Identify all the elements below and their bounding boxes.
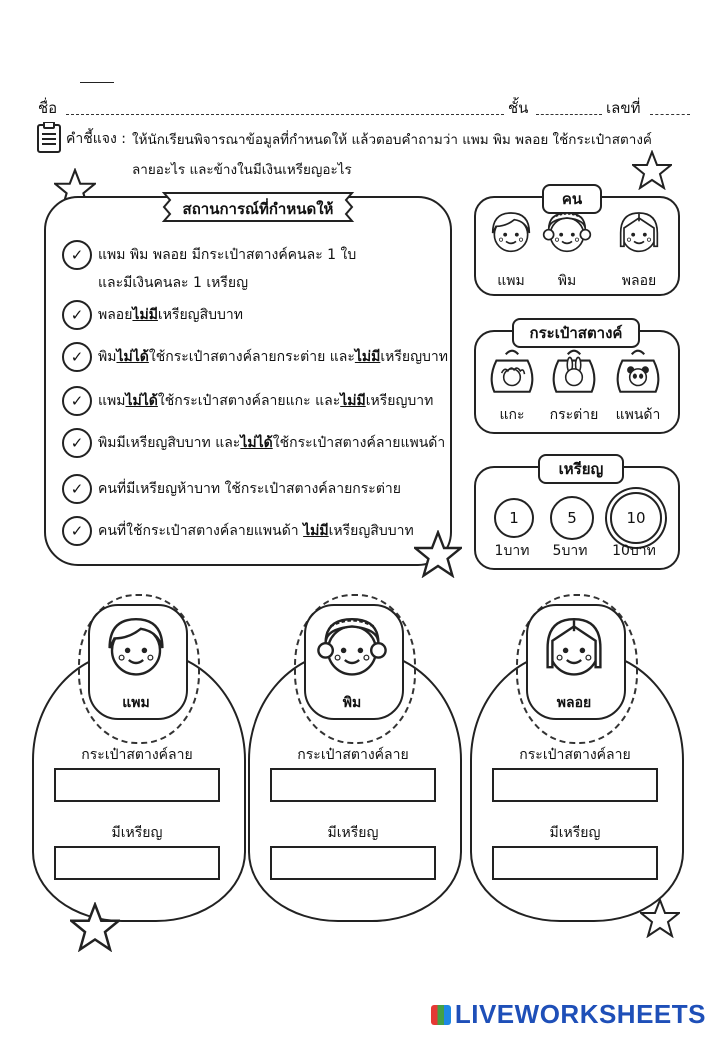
rule-segment: แพม พิม พลอย มีกระเป๋าสตางค์คนละ 1 ใบ bbox=[98, 247, 357, 263]
person-face-icon bbox=[100, 612, 172, 688]
name-label: ชื่อ bbox=[38, 99, 58, 117]
rule-segment: เหรียญบาท bbox=[380, 349, 449, 365]
coins-title: เหรียญ bbox=[538, 454, 624, 484]
liveworksheets-logo[interactable] bbox=[431, 999, 706, 1030]
rule-segment: ใช้กระเป๋าสตางค์ลายแพนด้า bbox=[272, 435, 446, 451]
coin-label: 1บาท bbox=[494, 543, 530, 559]
wallet-answer-input[interactable] bbox=[54, 768, 220, 802]
rule-segment: แพม bbox=[98, 393, 126, 409]
rule-row bbox=[62, 342, 448, 372]
rule-text bbox=[98, 346, 448, 368]
person-face-icon bbox=[542, 208, 592, 262]
name-line[interactable] bbox=[66, 114, 504, 115]
check-icon: ✓ bbox=[62, 516, 92, 546]
rule-emphasis: ไม่มี bbox=[340, 393, 366, 409]
wallet-name: แกะ bbox=[499, 407, 525, 423]
coin-value: 1 bbox=[509, 509, 519, 527]
star-icon bbox=[70, 902, 120, 952]
rule-row bbox=[62, 386, 433, 416]
rule-row bbox=[62, 516, 414, 546]
rule-text bbox=[98, 304, 243, 326]
star-icon bbox=[632, 150, 672, 190]
top-short-line bbox=[80, 82, 114, 83]
coin-label: 10บาท bbox=[612, 543, 656, 559]
panda-wallet-icon bbox=[612, 346, 664, 402]
coin-answer-label: มีเหรียญ bbox=[549, 825, 601, 841]
wallet-answer-input[interactable] bbox=[270, 768, 436, 802]
check-icon: ✓ bbox=[62, 240, 92, 270]
star-icon bbox=[414, 530, 462, 578]
situation-title: สถานการณ์ที่กำหนดให้ bbox=[182, 200, 334, 218]
check-icon: ✓ bbox=[62, 386, 92, 416]
logo-mark-icon bbox=[431, 1005, 451, 1025]
rule-emphasis: ไม่ได้ bbox=[116, 349, 149, 365]
card-person-name: พลอย bbox=[556, 695, 592, 711]
wallet-answer-label: กระเป๋าสตางค์ลาย bbox=[297, 747, 409, 763]
coin-answer-input[interactable] bbox=[492, 846, 658, 880]
rabbit-wallet-icon bbox=[548, 346, 600, 402]
rule-segment: คนที่ใช้กระเป๋าสตางค์ลายแพนด้า bbox=[98, 523, 304, 539]
rule-segment: ใช้กระเป๋าสตางค์ลายกระต่าย และ bbox=[148, 349, 355, 365]
person-name: แพม bbox=[497, 273, 525, 289]
instruction-line2: ลายอะไร และข้างในมีเงินเหรียญอะไร bbox=[132, 162, 352, 178]
instruction-label: คำชี้แจง : bbox=[66, 131, 126, 147]
rule-text bbox=[98, 390, 433, 412]
rule-text bbox=[98, 478, 401, 500]
rule-text bbox=[98, 244, 356, 266]
rule-segment: พิมมีเหรียญสิบบาท และ bbox=[98, 435, 241, 451]
number-label: เลขที่ bbox=[606, 99, 641, 117]
rule-segment: พิม bbox=[98, 349, 117, 365]
people-title: คน bbox=[542, 184, 602, 214]
rule-row bbox=[62, 428, 445, 458]
wallet-name: กระต่าย bbox=[549, 407, 599, 423]
coin-answer-label: มีเหรียญ bbox=[111, 825, 163, 841]
coin-answer-input[interactable] bbox=[54, 846, 220, 880]
rule-emphasis: ไม่มี bbox=[132, 307, 158, 323]
coin-icon bbox=[610, 492, 662, 544]
coin-answer-input[interactable] bbox=[270, 846, 436, 880]
rule-segment: คนที่มีเหรียญห้าบาท ใช้กระเป๋าสตางค์ลายกระต่าย bbox=[98, 481, 401, 497]
number-line[interactable] bbox=[650, 114, 690, 115]
check-icon: ✓ bbox=[62, 300, 92, 330]
class-label: ชั้น bbox=[508, 99, 529, 117]
person-face-icon bbox=[538, 612, 610, 688]
person-name: พิม bbox=[557, 273, 577, 289]
rule-segment: เหรียญสิบบาท bbox=[328, 523, 414, 539]
rule-segment: ใช้กระเป๋าสตางค์ลายแกะ และ bbox=[157, 393, 341, 409]
rule-text bbox=[98, 432, 445, 454]
coin-label: 5บาท bbox=[552, 543, 588, 559]
instruction-icon bbox=[36, 122, 62, 158]
coin-icon bbox=[550, 496, 594, 540]
person-name: พลอย bbox=[621, 273, 657, 289]
person-face-icon bbox=[614, 208, 664, 262]
coin-value: 5 bbox=[567, 509, 577, 527]
wallet-name: แพนด้า bbox=[615, 407, 661, 423]
rule-emphasis: ไม่ได้ bbox=[125, 393, 158, 409]
wallet-answer-input[interactable] bbox=[492, 768, 658, 802]
wallets-title: กระเป๋าสตางค์ bbox=[512, 318, 640, 348]
star-icon bbox=[640, 898, 680, 938]
rule-text bbox=[98, 520, 414, 542]
card-person-name: แพม bbox=[122, 695, 150, 711]
rule-segment: เหรียญสิบบาท bbox=[157, 307, 243, 323]
wallet-answer-label: กระเป๋าสตางค์ลาย bbox=[519, 747, 631, 763]
coin-value: 10 bbox=[626, 509, 646, 527]
rule-row bbox=[62, 474, 401, 504]
wallet-answer-label: กระเป๋าสตางค์ลาย bbox=[81, 747, 193, 763]
situation-title-banner bbox=[158, 190, 358, 224]
check-icon: ✓ bbox=[62, 474, 92, 504]
coin-answer-label: มีเหรียญ bbox=[327, 825, 379, 841]
coin-icon bbox=[494, 498, 534, 538]
logo-text: LIVEWORKSHEETS bbox=[454, 999, 706, 1029]
person-face-icon bbox=[316, 612, 388, 688]
rule-emphasis: ไม่มี bbox=[354, 349, 381, 365]
sheep-wallet-icon bbox=[486, 346, 538, 402]
rule-emphasis: ไม่ได้ bbox=[240, 435, 273, 451]
rule-segment: พลอย bbox=[98, 307, 133, 323]
rule-text-line2: และมีเงินคนละ 1 เหรียญ bbox=[98, 275, 249, 291]
rule-row bbox=[62, 240, 356, 270]
instruction-line1: ให้นักเรียนพิจารณาข้อมูลที่กำหนดให้ แล้วตอบคำถามว่า แพม พิม พลอย ใช้กระเป๋าสตางค์ bbox=[132, 132, 652, 148]
rule-emphasis: ไม่มี bbox=[303, 523, 329, 539]
card-person-name: พิม bbox=[342, 695, 362, 711]
person-face-icon bbox=[486, 208, 536, 262]
rule-row bbox=[62, 300, 243, 330]
check-icon: ✓ bbox=[62, 342, 92, 372]
check-icon: ✓ bbox=[62, 428, 92, 458]
class-line[interactable] bbox=[536, 114, 602, 115]
rule-segment: เหรียญบาท bbox=[365, 393, 434, 409]
